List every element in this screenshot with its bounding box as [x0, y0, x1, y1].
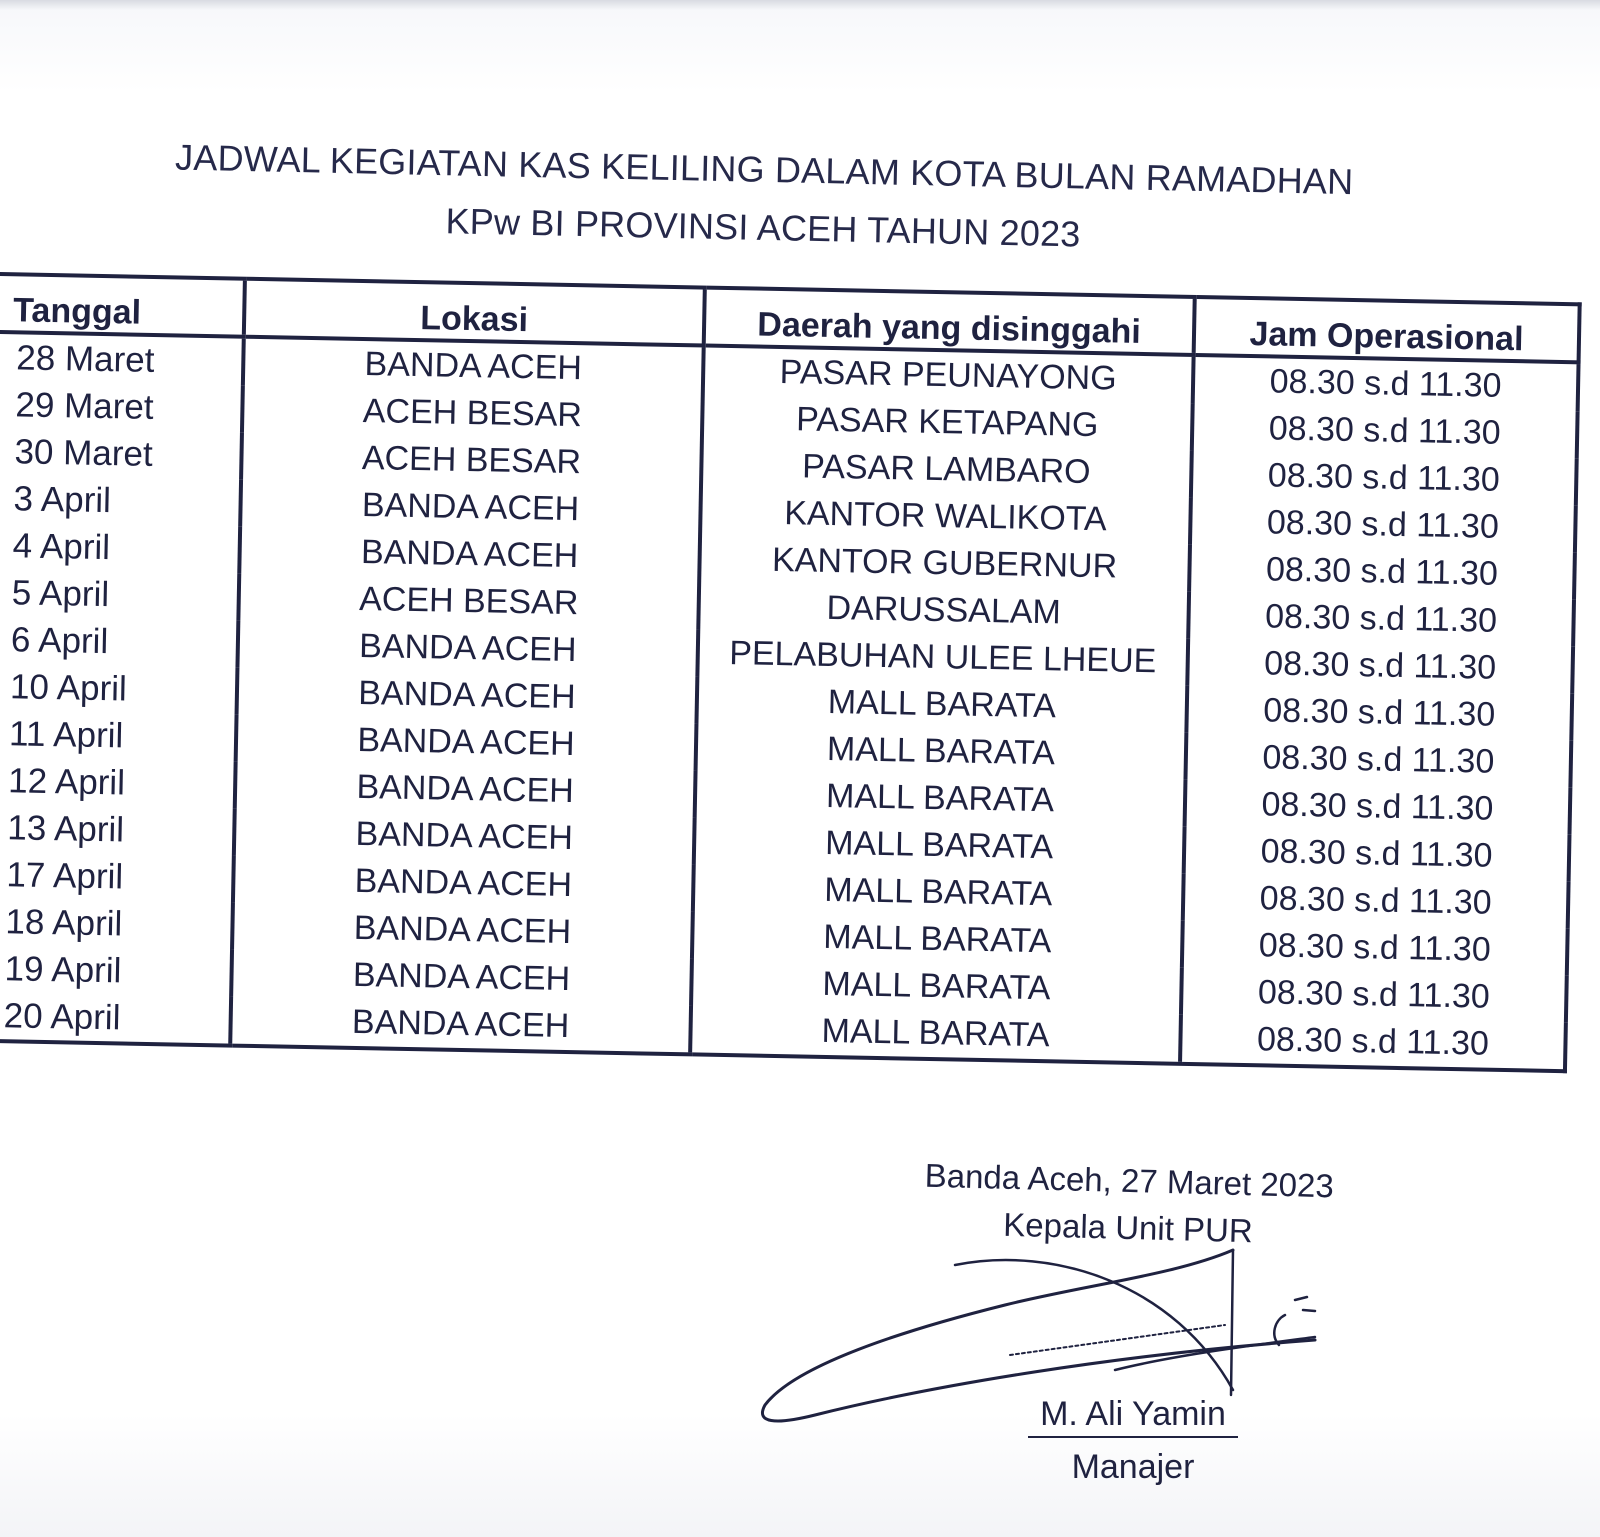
cell-hours: 08.30 s.d 11.30	[1186, 686, 1572, 740]
cell-area: PASAR LAMBARO	[701, 442, 1192, 498]
cell-hours: 08.30 s.d 11.30	[1192, 404, 1578, 458]
cell-location: BANDA ACEH	[234, 809, 695, 865]
title-line-1: JADWAL KEGIATAN KAS KELILING DALAM KOTA BULAN RAMADHAN	[174, 136, 1354, 203]
cell-date: 5 April	[11, 572, 110, 614]
cell-location: BANDA ACEH	[230, 997, 691, 1055]
cell-hours: 08.30 s.d 11.30	[1183, 874, 1569, 928]
cell-location: BANDA ACEH	[243, 337, 704, 395]
title-line-2: KPw BI PROVINSI ACEH TAHUN 2023	[445, 200, 1081, 255]
cell-hours: 08.30 s.d 11.30	[1181, 968, 1567, 1022]
cell-location: BANDA ACEH	[232, 903, 693, 959]
cell-date: 29 Maret	[15, 384, 154, 427]
cell-area: KANTOR GUBERNUR	[699, 535, 1190, 591]
cell-area: MALL BARATA	[695, 770, 1186, 826]
cell-hours: 08.30 s.d 11.30	[1193, 355, 1579, 411]
signer-name: M. Ali Yamin	[1028, 1392, 1238, 1438]
cell-hours: 08.30 s.d 11.30	[1187, 639, 1573, 693]
cell-date: 11 April	[8, 713, 124, 755]
schedule-table-wrapper	[0, 272, 1590, 1102]
cell-hours: 08.30 s.d 11.30	[1185, 780, 1571, 834]
column-header-area: Daerah yang disinggahi	[704, 288, 1195, 355]
cell-location: BANDA ACEH	[237, 668, 698, 724]
cell-location: ACEH BESAR	[238, 574, 699, 630]
cell-hours: 08.30 s.d 11.30	[1190, 498, 1576, 552]
cell-date: 10 April	[9, 666, 128, 709]
column-header-date: Tanggal	[0, 274, 245, 337]
cell-date: 30 Maret	[14, 431, 154, 474]
cell-location: ACEH BESAR	[241, 433, 702, 489]
cell-hours: 08.30 s.d 11.30	[1180, 1015, 1566, 1071]
cell-area: MALL BARATA	[696, 723, 1187, 779]
cell-date: 28 Maret	[15, 337, 155, 380]
signature-block	[898, 1150, 1360, 1256]
cell-date: 18 April	[5, 901, 123, 943]
cell-area: MALL BARATA	[692, 911, 1183, 967]
column-header-location: Lokasi	[244, 279, 705, 346]
cell-area: MALL BARATA	[694, 817, 1185, 873]
cell-location: BANDA ACEH	[233, 856, 694, 912]
cell-area: MALL BARATA	[696, 676, 1187, 732]
cell-hours: 08.30 s.d 11.30	[1185, 733, 1571, 787]
cell-area: MALL BARATA	[693, 864, 1184, 920]
table-body	[0, 332, 1579, 1071]
document-title	[148, 128, 1380, 270]
cell-date: 19 April	[4, 948, 122, 990]
cell-area: PASAR PEUNAYONG	[703, 346, 1194, 404]
cell-area: MALL BARATA	[690, 1005, 1181, 1063]
cell-date: 13 April	[6, 807, 125, 849]
cell-location: BANDA ACEH	[239, 527, 700, 583]
schedule-table	[0, 272, 1582, 1073]
cell-date: 4 April	[12, 525, 111, 567]
cell-date: 6 April	[10, 619, 109, 661]
signer-position: Kepala Unit PUR	[1002, 1205, 1254, 1250]
cell-area: DARUSSALAM	[698, 582, 1189, 638]
cell-location: BANDA ACEH	[236, 715, 697, 771]
cell-date: 17 April	[6, 854, 124, 896]
cell-area: KANTOR WALIKOTA	[700, 488, 1191, 544]
cell-date: 12 April	[7, 760, 126, 802]
cell-location: ACEH BESAR	[242, 386, 703, 442]
cell-date: 20 April	[0, 992, 231, 1046]
cell-hours: 08.30 s.d 11.30	[1188, 592, 1574, 646]
cell-hours: 08.30 s.d 11.30	[1184, 827, 1570, 881]
cell-hours: 08.30 s.d 11.30	[1189, 545, 1575, 599]
cell-area: PASAR KETAPANG	[702, 395, 1193, 451]
cell-location: BANDA ACEH	[231, 950, 692, 1006]
cell-hours: 08.30 s.d 11.30	[1182, 921, 1568, 975]
cell-area: MALL BARATA	[691, 958, 1182, 1014]
cell-hours: 08.30 s.d 11.30	[1191, 451, 1577, 505]
page-edge-shadow	[0, 0, 1600, 10]
cell-location: BANDA ACEH	[237, 621, 698, 677]
cell-area: PELABUHAN ULEE LHEUE	[697, 629, 1188, 685]
cell-date: 3 April	[13, 478, 112, 520]
column-header-hours: Jam Operasional	[1194, 297, 1580, 362]
cell-location: BANDA ACEH	[235, 762, 696, 818]
cell-location: BANDA ACEH	[240, 480, 701, 536]
place-and-date: Banda Aceh, 27 Maret 2023	[924, 1156, 1335, 1205]
signer-title: Manajer	[1071, 1448, 1195, 1486]
